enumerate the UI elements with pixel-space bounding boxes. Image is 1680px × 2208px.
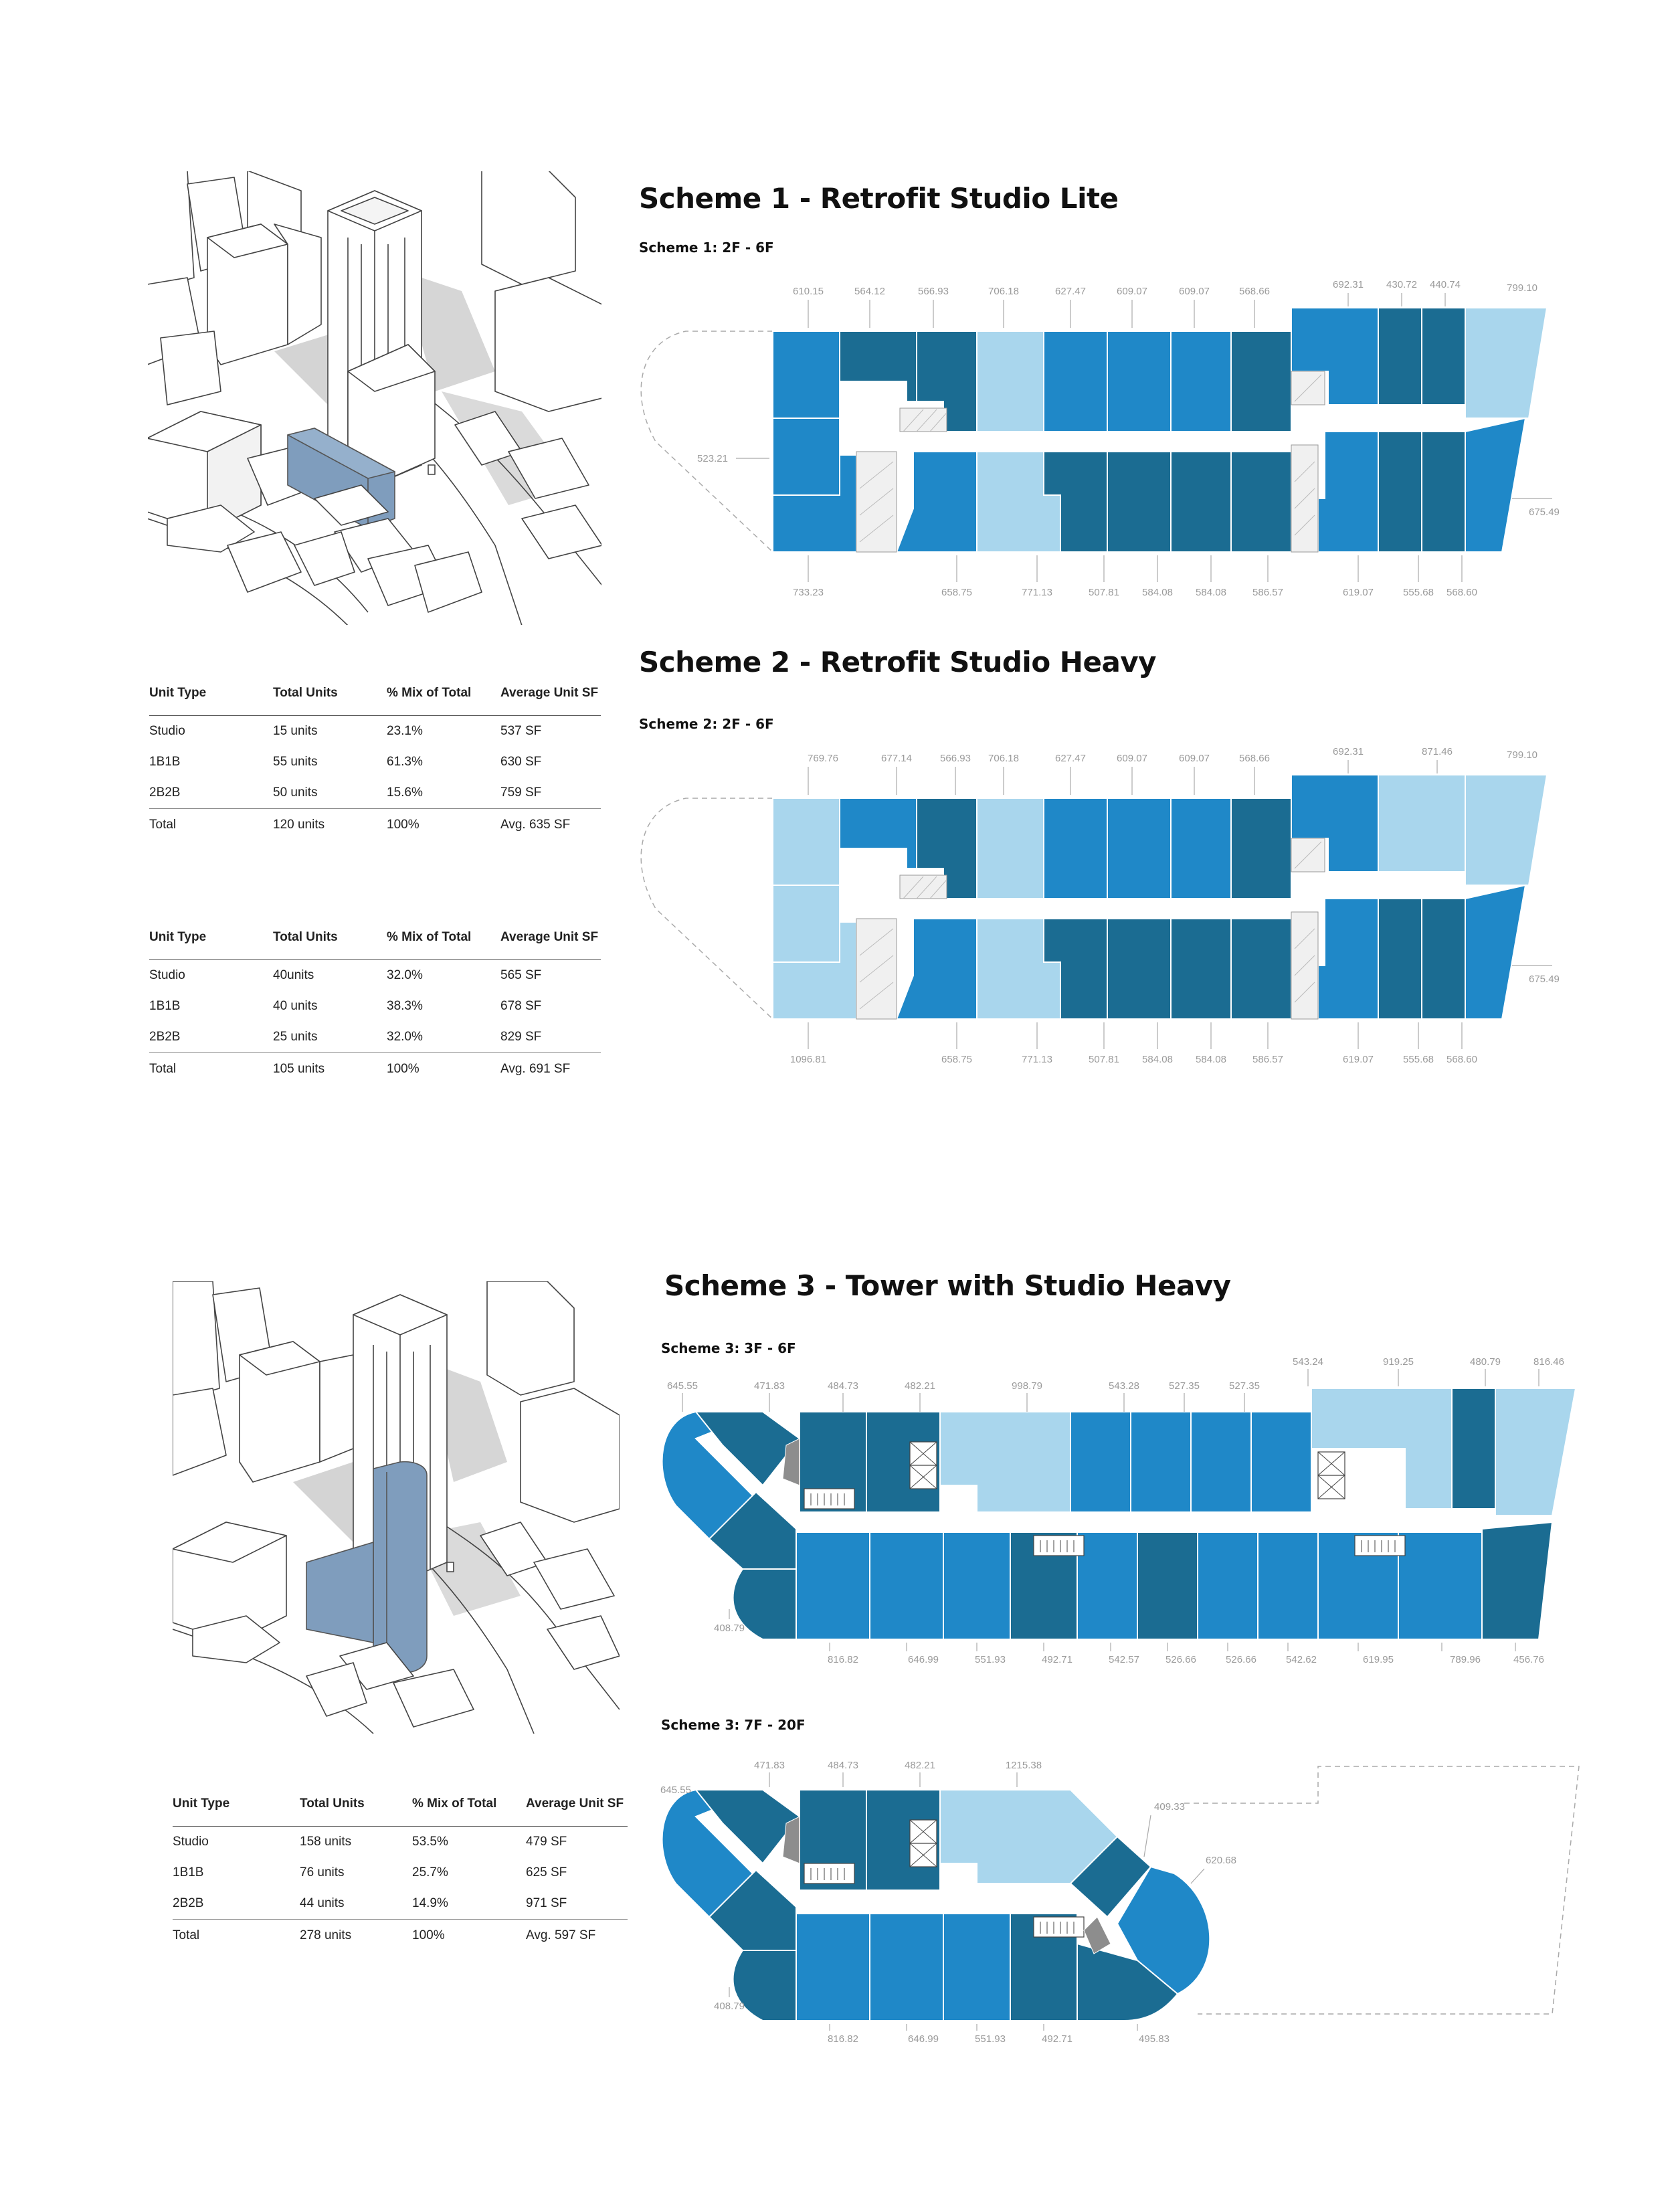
scheme3-floor-label-3f-6f: Scheme 3: 3F - 6F [661, 1340, 796, 1356]
unit [1231, 798, 1291, 899]
unit [840, 798, 917, 868]
table-cell: Total [173, 1920, 300, 1952]
table-cell: 32.0% [387, 960, 500, 992]
dimension-label: 584.08 [1196, 587, 1226, 598]
unit [773, 418, 840, 495]
scheme2-floor-label: Scheme 2: 2F - 6F [639, 716, 774, 732]
table-row [173, 1857, 628, 1888]
table-cell: 100% [387, 1053, 500, 1086]
table-cell: 278 units [300, 1920, 412, 1952]
dimension-label: 430.72 [1386, 279, 1417, 290]
table-cell: 55 units [273, 755, 318, 769]
dimension-label: 555.68 [1403, 1054, 1434, 1065]
unit [1465, 775, 1547, 885]
dimension-label: 627.47 [1055, 286, 1086, 297]
table-row [149, 1022, 601, 1053]
dimension-label: 507.81 [1089, 587, 1119, 598]
table-cell: 25 units [273, 1030, 318, 1044]
unit [1465, 308, 1547, 418]
dimension-label: 543.28 [1109, 1380, 1139, 1392]
unit [840, 331, 917, 401]
dimension-label: 523.21 [697, 453, 728, 464]
table-cell: Avg. 597 SF [526, 1920, 628, 1952]
unit [1398, 1532, 1482, 1639]
header-avg-sf: Average Unit SF [500, 686, 599, 700]
dimension-label: 789.96 [1450, 1654, 1481, 1665]
header-mix: % Mix of Total [387, 686, 472, 700]
dimension-label: 998.79 [1012, 1380, 1042, 1392]
dimension-label: 440.74 [1430, 279, 1461, 290]
dimension-label: 609.07 [1117, 286, 1147, 297]
dimension-label: 706.18 [988, 753, 1019, 764]
dimension-label: 675.49 [1529, 507, 1560, 518]
dimension-label: 527.35 [1229, 1380, 1260, 1392]
dimension-label: 568.60 [1446, 587, 1477, 598]
table-row [149, 747, 601, 777]
dimension-label: 484.73 [828, 1380, 858, 1392]
dimension-label: 456.76 [1513, 1654, 1544, 1665]
stair-icon [804, 1489, 854, 1509]
table-cell: 76 units [300, 1865, 345, 1879]
table-cell: 40units [273, 960, 387, 992]
table-row [149, 777, 601, 809]
table-cell: Studio [149, 960, 273, 992]
dimension-label: 495.83 [1139, 2033, 1170, 2045]
unit [1107, 331, 1171, 432]
scheme1-title: Scheme 1 - Retrofit Studio Lite [639, 182, 1119, 215]
table-cell: 53.5% [412, 1827, 526, 1858]
unit [1378, 899, 1422, 1019]
table-cell: 829 SF [500, 1030, 542, 1044]
scheme1-unit-mix-table [149, 686, 601, 841]
dimension-label: 543.24 [1293, 1356, 1323, 1368]
table-cell: 1B1B [149, 999, 181, 1013]
scheme3-floor-plan-7f-20f [656, 1756, 1592, 2054]
unit [773, 885, 840, 962]
table-cell: Total [149, 809, 273, 842]
stair-core [900, 408, 947, 432]
unit [977, 331, 1044, 432]
dimension-label: 584.08 [1142, 587, 1173, 598]
table-row [173, 1888, 628, 1920]
unit [1318, 432, 1378, 552]
unit [1191, 1412, 1251, 1512]
dimension-label: 542.57 [1109, 1654, 1139, 1665]
table-cell: 61.3% [387, 755, 423, 769]
scheme2-title: Scheme 2 - Retrofit Studio Heavy [639, 646, 1157, 678]
unit [977, 798, 1044, 899]
unit [796, 1914, 870, 2021]
dimension-label: 769.76 [808, 753, 838, 764]
table-row [173, 1827, 628, 1858]
table-cell: 625 SF [526, 1865, 567, 1879]
unit [1107, 919, 1171, 1019]
dimension-label: 1215.38 [1005, 1760, 1042, 1771]
dimension-label: 551.93 [975, 1654, 1006, 1665]
table-cell: 759 SF [500, 786, 542, 800]
header-total-units: Total Units [273, 930, 338, 944]
unit [940, 1412, 1070, 1512]
header-unit-type: Unit Type [173, 1797, 230, 1811]
unit [1251, 1412, 1311, 1512]
table-cell: 678 SF [500, 999, 542, 1013]
unit [870, 1914, 943, 2021]
dimension-label: 408.79 [714, 2001, 745, 2012]
table-cell: 50 units [273, 786, 318, 800]
unit [1378, 432, 1422, 552]
table-row [149, 991, 601, 1022]
table-total-row [173, 1920, 628, 1952]
scheme2-floor-plan [629, 735, 1566, 1083]
scheme3-title: Scheme 3 - Tower with Studio Heavy [664, 1269, 1231, 1302]
dimension-label: 1096.81 [789, 1054, 827, 1065]
dimension-label: 816.82 [828, 1654, 858, 1665]
unit [773, 331, 840, 418]
dimension-label: 551.93 [975, 2033, 1006, 2045]
unit [1258, 1532, 1318, 1639]
dimension-label: 733.23 [793, 587, 824, 598]
dimension-label: 658.75 [941, 1054, 972, 1065]
table-cell: 38.3% [387, 999, 423, 1013]
unit [1495, 1388, 1576, 1515]
dimension-label: 542.62 [1286, 1654, 1317, 1665]
table-row [149, 716, 601, 747]
dimension-label: 526.66 [1226, 1654, 1256, 1665]
dimension-label: 646.99 [908, 2033, 939, 2045]
dimension-label: 480.79 [1470, 1356, 1501, 1368]
dimension-label: 816.82 [828, 2033, 858, 2045]
stair-icon [1034, 1536, 1084, 1556]
existing-outline [641, 798, 773, 1019]
dimension-label: 677.14 [881, 753, 912, 764]
dimension-label: 627.47 [1055, 753, 1086, 764]
header-avg-sf: Average Unit SF [500, 930, 599, 944]
dimension-label: 658.75 [941, 587, 972, 598]
unit [1131, 1412, 1191, 1512]
dimension-label: 919.25 [1383, 1356, 1414, 1368]
table-cell: 100% [412, 1920, 526, 1952]
dimension-label: 799.10 [1507, 282, 1537, 294]
unit [1465, 418, 1525, 552]
unit [796, 1532, 870, 1639]
dimension-label: 526.66 [1165, 1654, 1196, 1665]
table-cell: 120 units [273, 809, 387, 842]
table-cell: 2B2B [173, 1896, 204, 1910]
table-cell: 44 units [300, 1896, 345, 1910]
header-mix: % Mix of Total [387, 930, 472, 944]
table-cell: 40 units [273, 999, 318, 1013]
unit [1171, 331, 1231, 432]
dimension-label: 619.07 [1343, 1054, 1374, 1065]
unit [1231, 452, 1291, 552]
unit [773, 798, 840, 885]
unit [1422, 899, 1465, 1019]
dimension-label: 527.35 [1169, 1380, 1200, 1392]
header-mix: % Mix of Total [412, 1797, 497, 1811]
dimension-label: 609.07 [1179, 753, 1210, 764]
dimension-label: 584.08 [1196, 1054, 1226, 1065]
dimension-label: 507.81 [1089, 1054, 1119, 1065]
existing-outline [1184, 1766, 1579, 2014]
stair-core [900, 875, 947, 899]
dimension-label: 610.15 [793, 286, 824, 297]
dimension-label: 584.08 [1142, 1054, 1173, 1065]
dimension-label: 586.57 [1252, 587, 1283, 598]
table-cell: 14.9% [412, 1896, 448, 1910]
dimension-label: 566.93 [940, 753, 971, 764]
dimension-label: 620.68 [1206, 1855, 1236, 1866]
scheme2-unit-mix-table [149, 930, 601, 1085]
dimension-label: 568.60 [1446, 1054, 1477, 1065]
dimension-label: 609.07 [1179, 286, 1210, 297]
dimension-label: 706.18 [988, 286, 1019, 297]
header-avg-sf: Average Unit SF [526, 1797, 624, 1811]
table-cell: 1B1B [149, 755, 181, 769]
dimension-label: 692.31 [1333, 746, 1364, 757]
unit [1077, 1532, 1137, 1639]
dimension-label: 492.71 [1042, 2033, 1072, 2045]
dimension-label: 609.07 [1117, 753, 1147, 764]
dimension-label: 646.99 [908, 1654, 939, 1665]
table-cell: 100% [387, 809, 500, 842]
unit [1482, 1522, 1552, 1639]
scheme3-floor-plan-3f-6f [656, 1345, 1592, 1673]
table-cell: Studio [149, 716, 273, 747]
dimension-label: 771.13 [1022, 587, 1052, 598]
site-axonometric-tower [173, 1281, 620, 1734]
table-cell: 537 SF [500, 716, 601, 747]
unit [870, 1532, 943, 1639]
dimension-label: 586.57 [1252, 1054, 1283, 1065]
stair-icon [1034, 1917, 1084, 1937]
header-unit-type: Unit Type [149, 686, 207, 700]
unit [1070, 1412, 1131, 1512]
unit [1452, 1388, 1495, 1509]
table-cell: 630 SF [500, 755, 542, 769]
dimension-label: 771.13 [1022, 1054, 1052, 1065]
dimension-label: 568.66 [1239, 753, 1270, 764]
table-cell: 2B2B [149, 1030, 181, 1044]
unit [1422, 432, 1465, 552]
unit [1137, 1532, 1198, 1639]
stair-icon [804, 1863, 854, 1883]
table-total-row [149, 1053, 601, 1086]
table-cell: 2B2B [149, 786, 181, 800]
dimension-label: 568.66 [1239, 286, 1270, 297]
dimension-label: 566.93 [918, 286, 949, 297]
table-cell: 25.7% [412, 1865, 448, 1879]
header-unit-type: Unit Type [149, 930, 207, 944]
table-cell: 479 SF [526, 1827, 628, 1858]
dimension-label: 482.21 [905, 1760, 935, 1771]
unit [1465, 885, 1525, 1019]
unit [1107, 798, 1171, 899]
unit [1044, 331, 1107, 432]
table-cell: 23.1% [387, 716, 500, 747]
table-row [149, 960, 601, 992]
unit [1378, 308, 1422, 405]
dimension-label: 675.49 [1529, 974, 1560, 985]
unit [1318, 899, 1378, 1019]
unit [1107, 452, 1171, 552]
unit [897, 919, 977, 1019]
table-cell: 15 units [273, 716, 387, 747]
unit [1378, 775, 1465, 872]
table-cell: Avg. 691 SF [500, 1053, 601, 1086]
dimension-label: 619.07 [1343, 587, 1374, 598]
dimension-label: 409.33 [1154, 1801, 1185, 1813]
unit [1231, 919, 1291, 1019]
unit [1044, 798, 1107, 899]
dimension-label: 816.46 [1533, 1356, 1564, 1368]
dimension-label: 645.55 [660, 1784, 691, 1796]
site-axonometric-retrofit [147, 171, 602, 626]
dimension-label: 471.83 [754, 1760, 785, 1771]
existing-outline [641, 331, 773, 552]
dimension-label: 471.83 [754, 1380, 785, 1392]
table-cell: Total [149, 1053, 273, 1086]
dimension-label: 645.55 [667, 1380, 698, 1392]
dimension-label: 408.79 [714, 1623, 745, 1634]
dimension-label: 484.73 [828, 1760, 858, 1771]
dimension-label: 871.46 [1422, 746, 1453, 757]
table-cell: 32.0% [387, 1030, 423, 1044]
header-total-units: Total Units [273, 686, 338, 700]
unit [1171, 919, 1231, 1019]
table-cell: 15.6% [387, 786, 423, 800]
table-cell: 1B1B [173, 1865, 204, 1879]
scheme1-floor-label: Scheme 1: 2F - 6F [639, 240, 774, 256]
dimension-label: 799.10 [1507, 749, 1537, 761]
dimension-label: 619.95 [1363, 1654, 1394, 1665]
table-cell: 105 units [273, 1053, 387, 1086]
scheme3-unit-mix-table [173, 1797, 628, 1952]
dimension-label: 564.12 [854, 286, 885, 297]
unit [897, 452, 977, 552]
stair-icon [1355, 1536, 1405, 1556]
table-total-row [149, 809, 601, 842]
unit [1198, 1532, 1258, 1639]
unit [1171, 798, 1231, 899]
dimension-label: 555.68 [1403, 587, 1434, 598]
table-cell: Studio [173, 1827, 300, 1858]
unit [943, 1914, 1010, 2021]
header-total-units: Total Units [300, 1797, 365, 1811]
unit [1171, 452, 1231, 552]
table-cell: 565 SF [500, 960, 601, 992]
table-cell: 158 units [300, 1827, 412, 1858]
unit [1231, 331, 1291, 432]
unit [943, 1532, 1010, 1639]
scheme1-floor-plan [629, 268, 1566, 616]
dimension-label: 492.71 [1042, 1654, 1072, 1665]
table-cell: Avg. 635 SF [500, 809, 601, 842]
dimension-label: 482.21 [905, 1380, 935, 1392]
table-cell: 971 SF [526, 1896, 567, 1910]
dimension-label: 692.31 [1333, 279, 1364, 290]
unit [1422, 308, 1465, 405]
scheme3-floor-label-7f-20f: Scheme 3: 7F - 20F [661, 1717, 806, 1733]
